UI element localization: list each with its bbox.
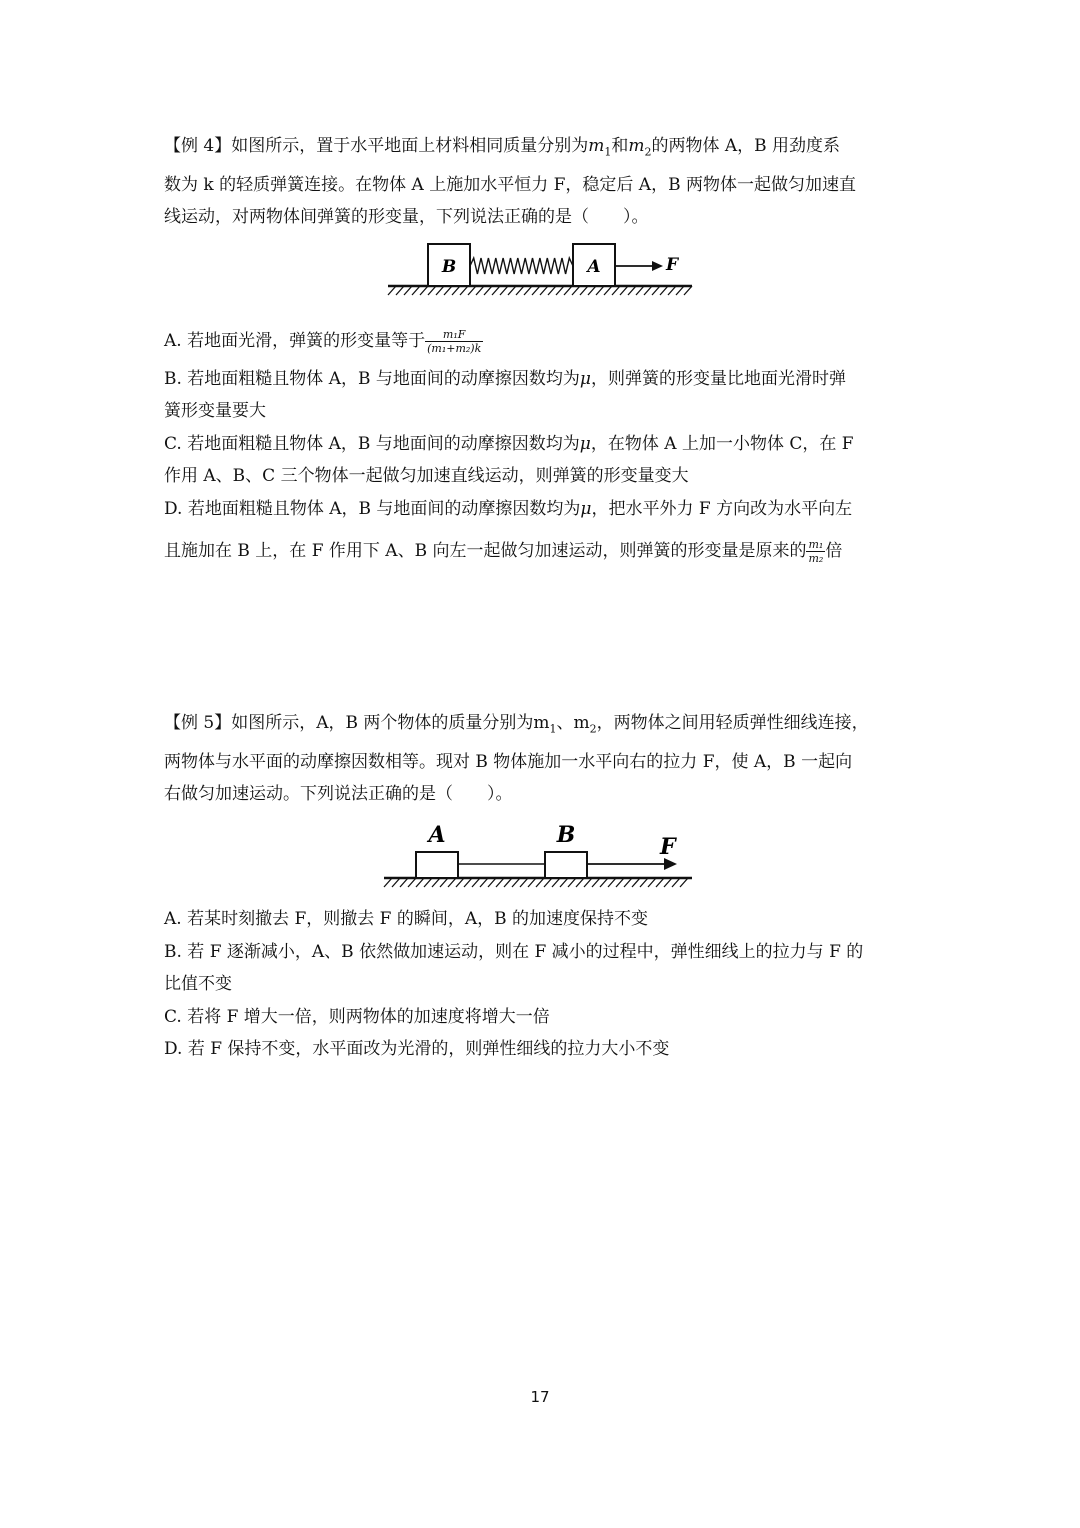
- ex5-ground-hatch: [384, 878, 688, 887]
- force-label: F: [666, 255, 679, 275]
- ex4-options: [164, 325, 920, 568]
- ex4-option-d-fraction: $\frac{\text{m₁}}{\text{m₂}}$: [808, 538, 824, 565]
- ex5-line-1: 【例 5】如图所示，A，B 两个物体的质量分别为$m_1$、$m_2$，两物体之间用轻质弹性细线连接，: [164, 713, 869, 736]
- example-5: [164, 707, 920, 811]
- ex4-line-3: 线运动，对两物体间弹簧的形变量，下列说法正确的是（ ）。: [164, 207, 649, 228]
- block-a-label: A: [428, 822, 446, 848]
- ex4-option-d-cont: 且施加在 B 上，在 F 作用下 A、B 向左一起做匀加速运动，则弹簧的形变量是原来的 $\frac{\text{m₁}}{\text{m₂}}$ 倍: [164, 538, 843, 565]
- ex5-options: [164, 903, 920, 1066]
- ex4-option-a: A. 若地面光滑，弹簧的形变量等于 $\frac{\text{m₁F}}{\text{(m₁+m₂)k}}$: [164, 328, 482, 355]
- ex4-option-c: C. 若地面粗糙且物体 A，B 与地面间的动摩擦因数均为μ，在物体 A 上加一小物体 C，在 F 作用 A、B、C 三个物体一起做匀加速直线运动，则弹簧的形变量变大: [164, 433, 854, 486]
- ex4-figure: [380, 238, 700, 304]
- block-b-label: B: [441, 257, 457, 277]
- example-4: [164, 130, 920, 234]
- page-number: 17: [530, 1388, 550, 1406]
- ex5-figure: [380, 818, 700, 890]
- ex4-option-a-fraction: $\frac{\text{m₁F}}{\text{(m₁+m₂)k}}$: [427, 328, 482, 355]
- ex4-line-2: 数为 k 的轻质弹簧连接。在物体 A 上施加水平恒力 F，稳定后 A，B 两物体一起做匀加速直: [164, 174, 856, 195]
- ex5-option-a: A. 若某时刻撤去 F，则撤去 F 的瞬间，A，B 的加速度保持不变: [164, 909, 649, 929]
- ex4-line-1: 【例 4】如图所示，置于水平地面上材料相同质量分别为$m_1$和$m_2$的两物体 A，B 用劲度系: [164, 136, 841, 159]
- ex4-option-b: B. 若地面粗糙且物体 A，B 与地面间的动摩擦因数均为μ，则弹簧的形变量比地面光滑时弹 簧形变量要大: [164, 368, 846, 421]
- force-label: F: [660, 834, 676, 860]
- ex5-line-3: 右做匀加速运动。下列说法正确的是（ ）。: [164, 784, 513, 805]
- ex5-option-c: C. 若将 F 增大一倍，则两物体的加速度将增大一倍: [164, 1006, 550, 1027]
- ex4-option-d: D. 若地面粗糙且物体 A，B 与地面间的动摩擦因数均为μ，把水平外力 F 方向改为水平向左: [164, 498, 853, 519]
- ex5-option-b: B. 若 F 逐渐减小，A、B 依然做加速运动，则在 F 减小的过程中，弹性细线上的拉力与 F 的 比值不变: [164, 941, 864, 994]
- block-a: [416, 852, 458, 878]
- ex5-line-2: 两物体与水平面的动摩擦因数相等。现对 B 物体施加一水平向右的拉力 F，使 A，B 一起向: [164, 751, 853, 772]
- spring: [470, 258, 573, 274]
- force-arrowhead: [652, 261, 663, 271]
- ex5-option-d: D. 若 F 保持不变，水平面改为光滑的，则弹性细线的拉力大小不变: [164, 1039, 670, 1059]
- block-b: [545, 852, 587, 878]
- block-a-label: A: [587, 257, 601, 277]
- block-b-label: B: [556, 822, 576, 848]
- ex4-ground-hatch: [388, 286, 692, 295]
